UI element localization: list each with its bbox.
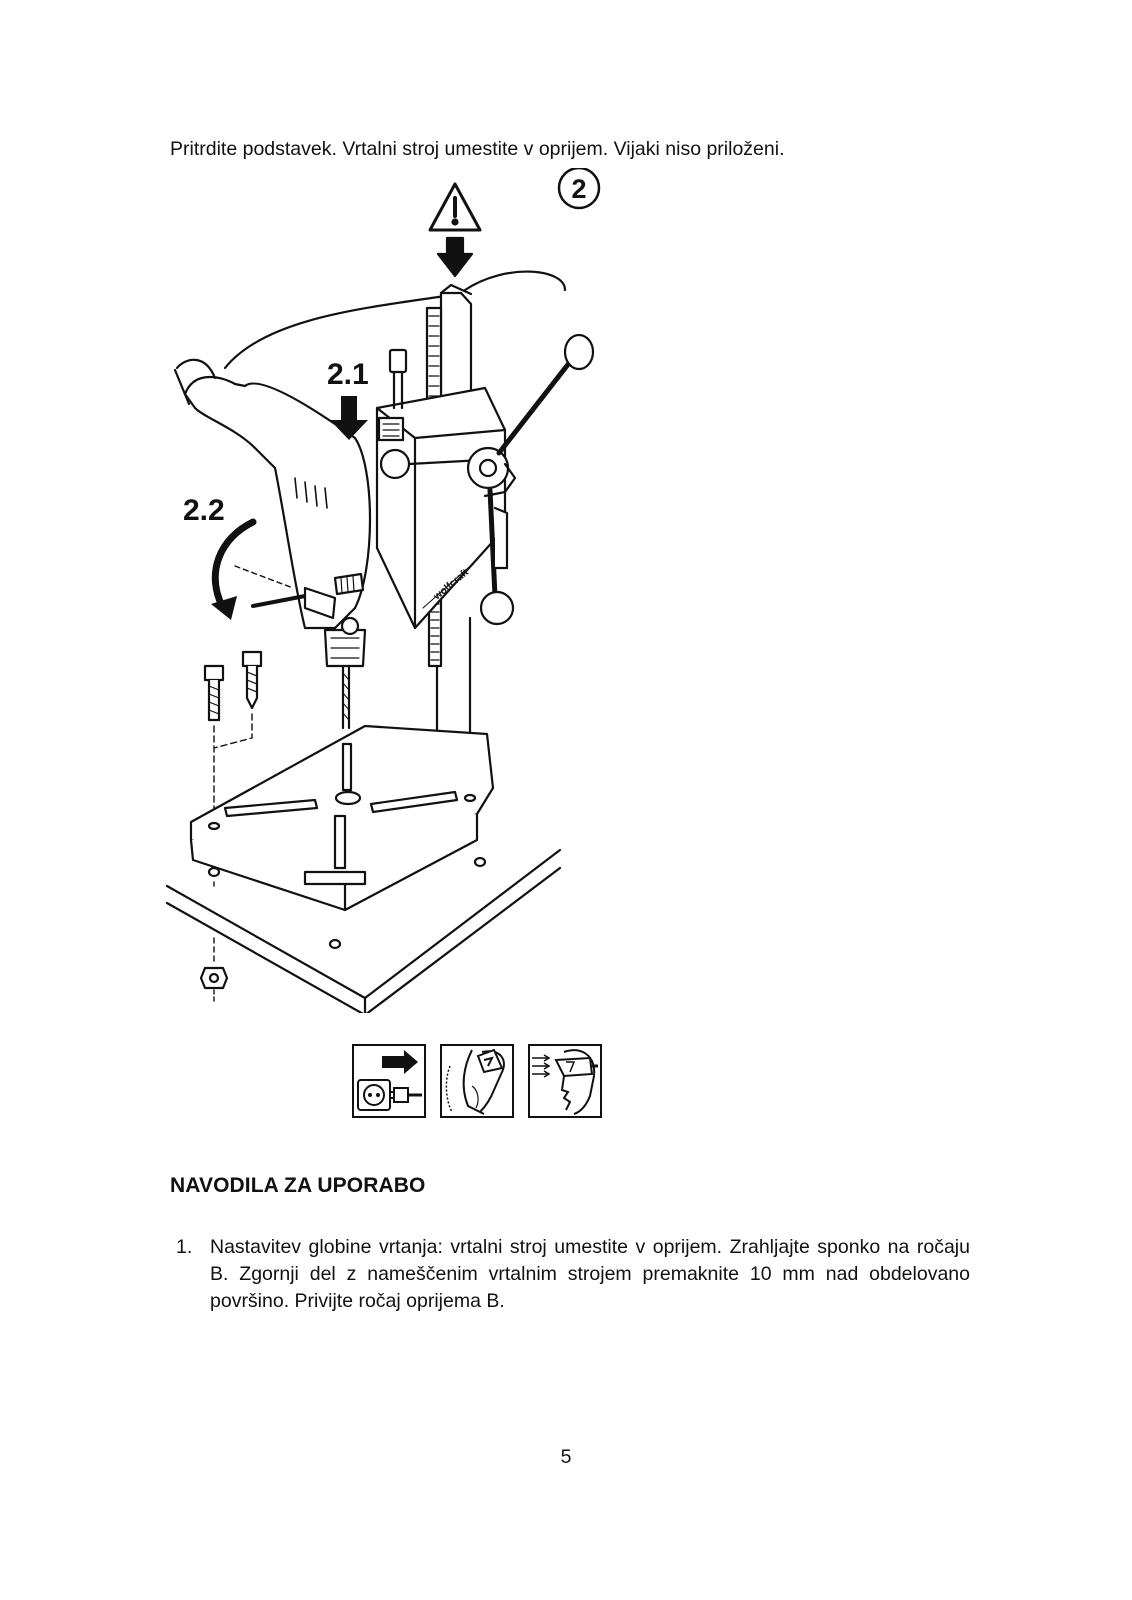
intro-text: Pritrdite podstavek. Vrtalni stroj umestite v oprijem. Vijaki niso priloženi. bbox=[170, 138, 785, 160]
instruction-list bbox=[176, 1234, 970, 1315]
label-2-1: 2.1 bbox=[327, 358, 369, 391]
drill-stand-illustration bbox=[165, 168, 615, 1013]
ear-protection-icon bbox=[440, 1044, 514, 1118]
list-item-number: 1. bbox=[176, 1236, 193, 1258]
list-item-text: Nastavitev globine vrtanja: vrtalni stroj umestite v oprijem. Zrahljajte sponko na ročaju B. Zgornji del z nameščenim vrtalnim strojem premaknite 10 mm nad obdelovano površino. Privijte ročaj oprijema B. bbox=[210, 1236, 970, 1312]
drill-stand-base bbox=[191, 726, 493, 910]
step-number-label: 2 bbox=[571, 174, 587, 204]
safety-goggles-icon bbox=[528, 1044, 602, 1118]
warning-triangle-icon bbox=[430, 184, 480, 230]
section-title: NAVODILA ZA UPORABO bbox=[170, 1174, 426, 1197]
brand-text: wolfcraft bbox=[431, 567, 471, 603]
label-2-2: 2.2 bbox=[183, 494, 225, 527]
page-number: 5 bbox=[560, 1446, 572, 1468]
safety-pictograms bbox=[352, 1044, 606, 1118]
list-item bbox=[176, 1234, 970, 1315]
unplug-icon bbox=[352, 1044, 426, 1118]
screws bbox=[205, 652, 261, 808]
down-arrow-icon bbox=[438, 238, 472, 276]
nut bbox=[201, 968, 227, 1002]
